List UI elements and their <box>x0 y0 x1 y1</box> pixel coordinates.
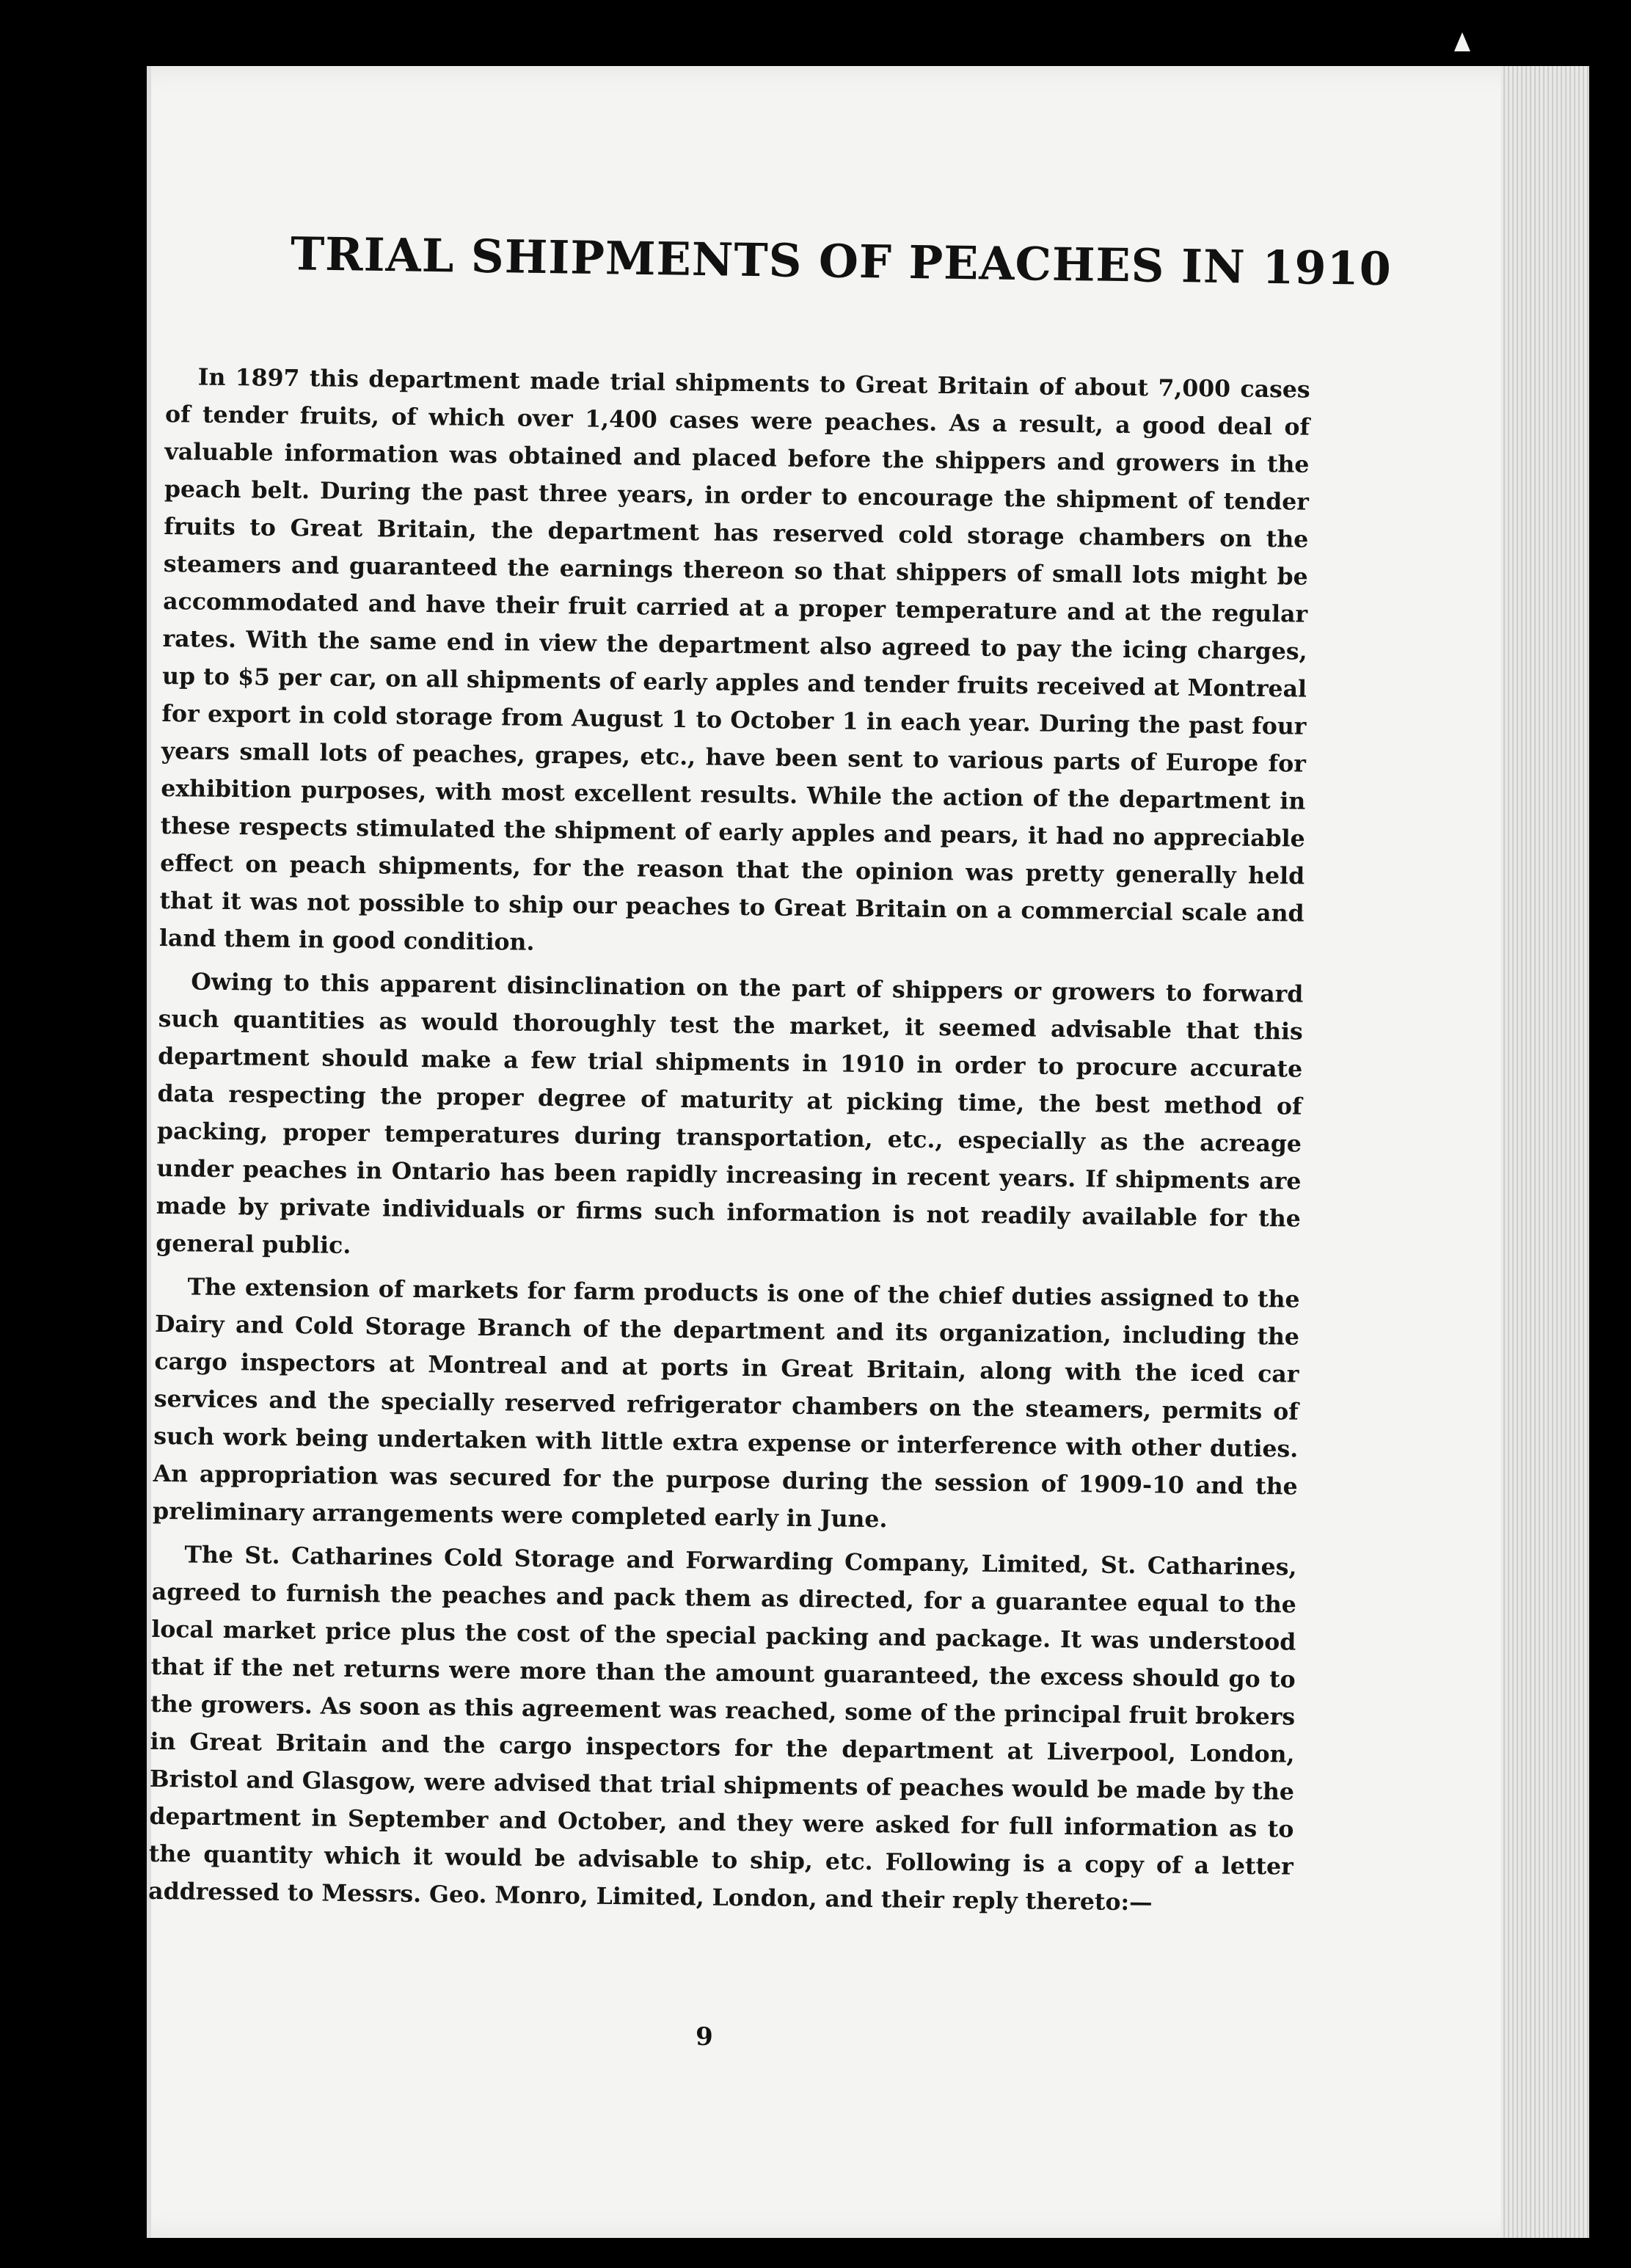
page-title: TRIAL SHIPMENTS OF PEACHES IN 1910 <box>290 227 1393 296</box>
paragraph-3: The extension of markets for farm products is one of the chief duties assigned to the Dairy and Cold Storage Branch of the department and its organization, including the cargo inspectors at Montreal and at ports in Great Britain, along with the iced car services and the specially reserved refrigerator chambers on the steamers, permits of such work being undertaken with little extra expense or interference with other duties. An appropriation was secured for the purpose during the session of 1909-10 and the preliminary arrangements were completed early in June. <box>152 1273 1300 1534</box>
page-number: 9 <box>696 2022 713 2052</box>
page-stack-edge <box>1501 66 1589 2238</box>
paragraph-1: In 1897 this department made trial shipments to Great Britain of about 7,000 cases of tender fruits, of which over 1,400 cases were peaches. As a result, a good deal of valuable information was obtained and placed before the shippers and growers in the peach belt. During the past three years, in order to encourage the shipment of tender fruits to Great Britain, the department has reserved cold storage chambers on the steamers and guaranteed the earnings thereon so that shippers of small lots might be accommodated and have their fruit carried at a proper temperature and at the regular rates. With the same end in view the department also agreed to pay the icing charges, up to $5 per car, on all shipments of early apples and tender fruits received at Montreal for export in cold storage from August 1 to October 1 in each year. During the past four years small lots of peaches, grapes, etc., have been sent to various parts of Europe for exhibition purposes, with most excellent results. While the action of the department in these respects stimulated the shipment of early apples and pears, it had no appreciable effect on peach shipments, for the reason that the opinion was pretty generally held that it was not possible to ship our peaches to Great Britain on a commercial scale and land them in good condition. <box>158 363 1310 956</box>
paragraph-4: The St. Catharines Cold Storage and Forwarding Company, Limited, St. Catharines, agreed to furnish the peaches and pack them as directed, for a guarantee equal to the local market price plus the cost of the special packing and package. It was understood that if the net returns were more than the amount guaranteed, the excess should go to the growers. As soon as this agreement was reached, some of the principal fruit brokers in Great Britain and the cargo inspectors for the department at Liverpool, London, Bristol and Glasgow, were advised that trial shipments of peaches would be made by the department in September and October, and they were asked for full information as to the quantity which it would be advisable to ship, etc. Following is a copy of a letter addressed to Messrs. Geo. Monro, Limited, London, and their reply thereto:— <box>148 1541 1297 1917</box>
body-text <box>148 358 1310 1929</box>
corner-mark <box>1454 32 1470 51</box>
paragraph-2: Owing to this apparent disinclination on the part of shippers or growers to forward such quantities as would thoroughly test the market, it seemed advisable that this department should make a few trial shipments in 1910 in order to procure accurate data respecting the proper degree of maturity at picking time, the best method of packing, proper temperatures during transportation, etc., especially as the acreage under peaches in Ontario has been rapidly increasing in recent years. If shipments are made by private individuals or firms such information is not readily available for the general public. <box>156 968 1304 1259</box>
